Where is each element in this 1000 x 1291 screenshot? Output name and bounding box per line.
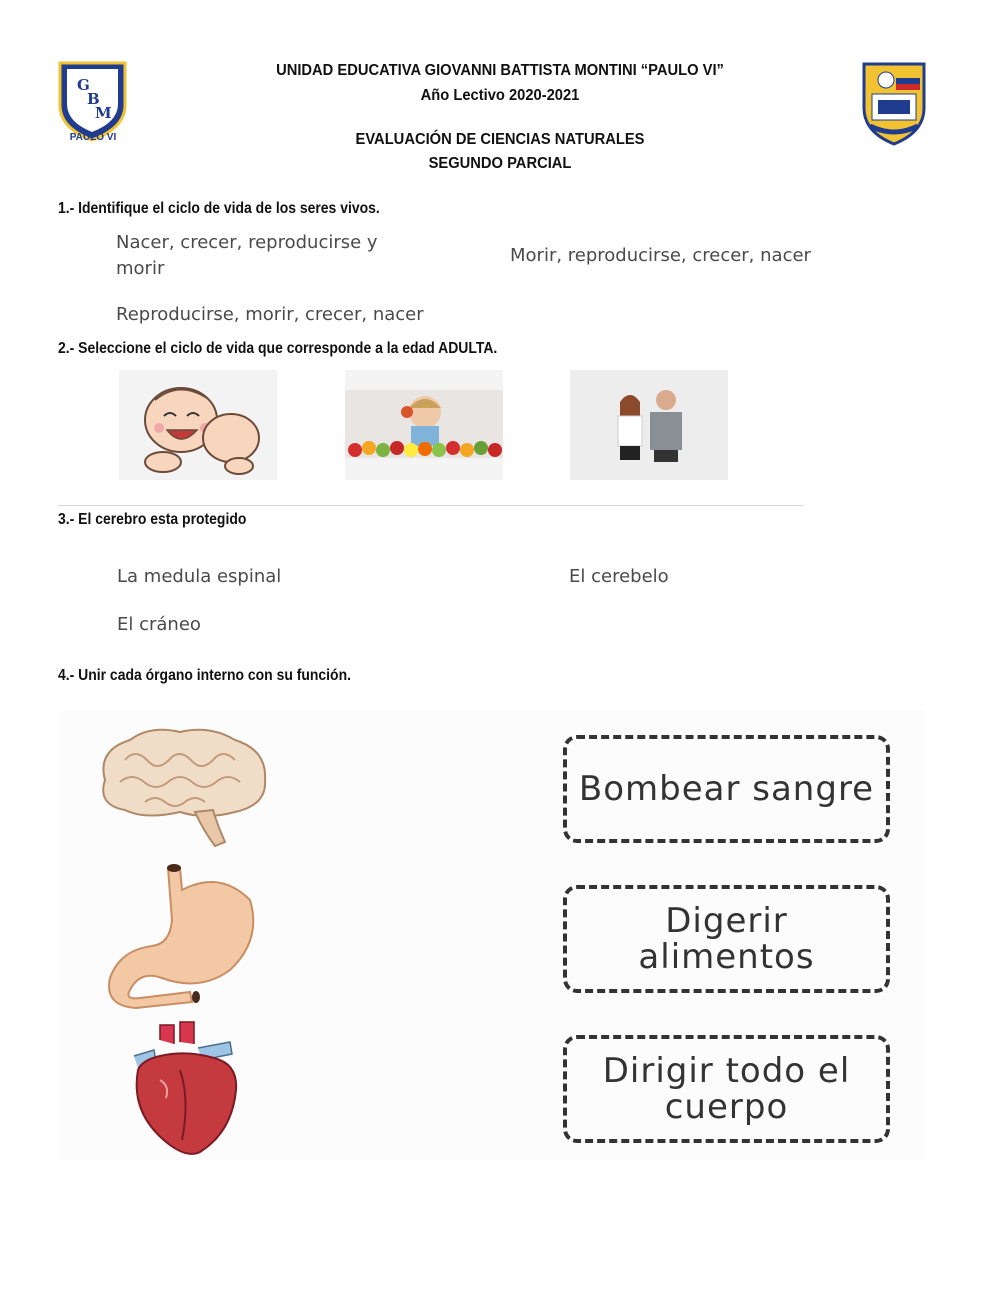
q3-option-2[interactable]: El cerebelo [569, 566, 669, 587]
function-label-2: Digerir alimentos [638, 901, 815, 977]
child-with-fruits-photo[interactable] [345, 370, 503, 480]
function-box-1[interactable] [563, 735, 890, 843]
q1-option-1[interactable]: Nacer, crecer, reproducirse y morir [116, 232, 378, 279]
question-1: 1.- Identifique el ciclo de vida de los seres vivos. [58, 200, 380, 217]
svg-text:B: B [87, 90, 100, 108]
q1-option-3[interactable]: Reproducirse, morir, crecer, nacer [116, 304, 424, 325]
baby-illustration[interactable] [119, 370, 277, 480]
q3-option-1[interactable]: La medula espinal [117, 566, 282, 587]
brain-icon[interactable] [85, 720, 275, 850]
function-box-3[interactable] [563, 1035, 890, 1143]
question-2: 2.- Seleccione el ciclo de vida que corresponde a la edad ADULTA. [58, 340, 498, 357]
logo-caption: PAULO VI [69, 132, 117, 143]
school-year: Año Lectivo 2020-2021 [420, 87, 580, 104]
stomach-icon[interactable] [100, 860, 260, 1010]
separator-line [58, 505, 803, 506]
adult-couple-photo[interactable] [570, 370, 728, 480]
question-4: 4.- Unir cada órgano interno con su función. [58, 667, 351, 684]
exam-title: EVALUACIÓN DE CIENCIAS NATURALES [355, 131, 645, 148]
question-3: 3.- El cerebro esta protegido [58, 511, 247, 528]
function-label-1: Bombear sangre [578, 769, 875, 809]
svg-text:G: G [77, 76, 90, 94]
school-name: UNIDAD EDUCATIVA GIOVANNI BATTISTA MONTINI “PAULO VI” [276, 62, 724, 79]
svg-text:M: M [95, 104, 112, 122]
function-box-2[interactable] [563, 885, 890, 993]
q3-option-3[interactable]: El cráneo [117, 614, 201, 635]
q1-option-2[interactable]: Morir, reproducirse, crecer, nacer [510, 245, 811, 266]
function-label-3: Dirigir todo el cuerpo [602, 1051, 851, 1127]
heart-icon[interactable] [120, 1020, 250, 1160]
exam-subtitle: SEGUNDO PARCIAL [428, 155, 572, 172]
